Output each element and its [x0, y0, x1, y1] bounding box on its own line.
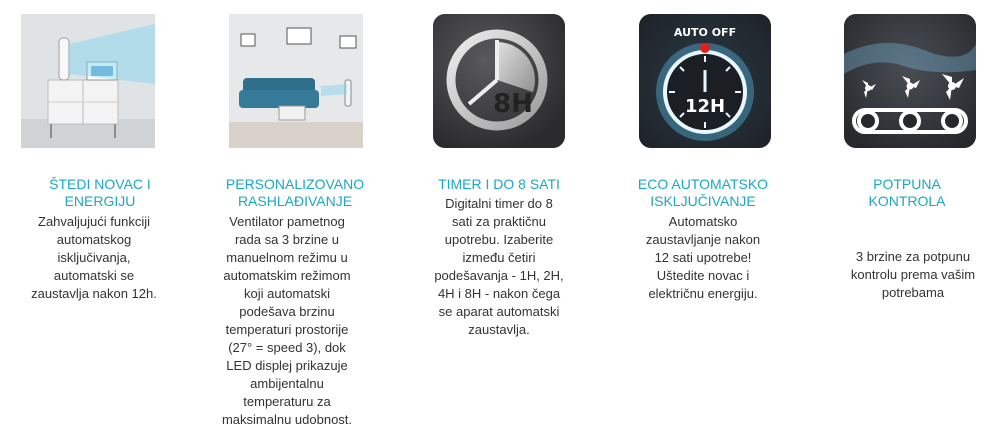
timer-label: 8H	[493, 89, 533, 119]
feature-description: Zahvaljujući funkciji automatskog isključivanja, automatski se zaustavlja nakon 12h.	[31, 214, 157, 301]
room-fan-cabinet-photo	[21, 14, 155, 148]
fan-speed-control-icon	[844, 14, 976, 148]
feature-title: ECO AUTOMATSKO ISKLJUČIVANJE	[637, 176, 769, 209]
feature-description: Digitalni timer do 8 sati za praktičnu upotrebu. Izaberite između četiri podešavanja - 1H, 2H, 4H i 8H - nakon čega se aparat automatski zaustavlja.	[434, 196, 564, 337]
feature-title: TIMER I DO 8 SATI	[438, 176, 560, 192]
clock-label: 12H	[684, 96, 726, 117]
feature-title: PERSONALIZOVANO RASHLAĐIVANJE	[225, 176, 365, 209]
feature-description: Automatsko zaustavljanje nakon 12 sati upotrebe! Uštedite novac i električnu energiju.	[645, 214, 761, 301]
living-room-sofa-photo	[229, 14, 363, 148]
auto-off-clock-icon	[639, 14, 771, 148]
auto-off-caption: AUTO OFF	[673, 26, 737, 39]
feature-title: POTPUNA KONTROLA	[868, 176, 946, 209]
feature-title: ŠTEDI NOVAC I ENERGIJU	[49, 176, 151, 209]
timer-icon	[433, 14, 565, 148]
feature-description: Ventilator pametnog rada sa 3 brzine u manuelnom režimu u automatskim režimom koji automatski podešava brzinu temperaturi prostorije (27° = speed 3), dok LED displej prikazuje ambijentalnu temperaturu za maksimalnu udobnost.	[221, 214, 353, 427]
feature-description: 3 brzine za potpunu kontrolu prema vašim potrebama	[850, 249, 976, 300]
